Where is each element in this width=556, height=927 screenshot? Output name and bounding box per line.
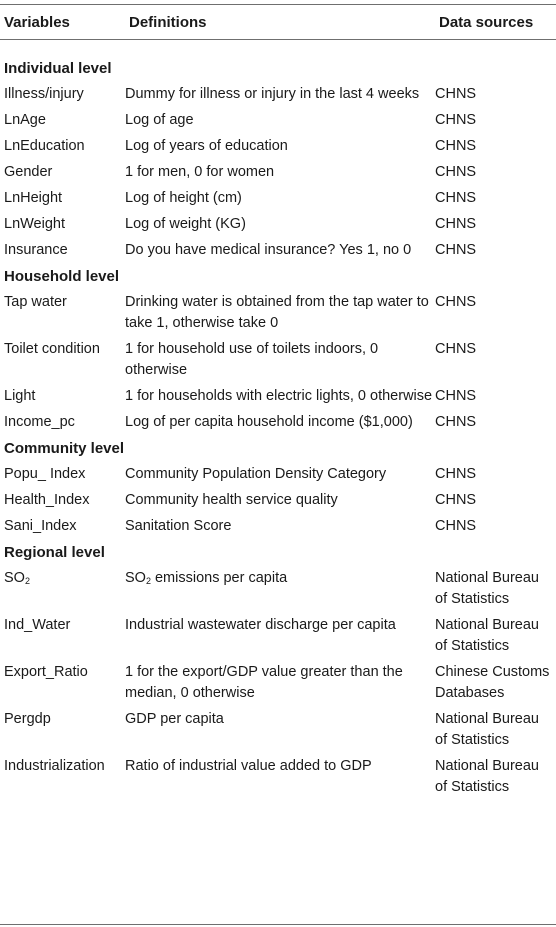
table-row	[0, 516, 556, 542]
table-row	[0, 709, 556, 756]
header-rule	[0, 39, 556, 40]
definition-cell: Log of age	[125, 112, 194, 128]
variable-cell: Pergdp	[4, 711, 51, 727]
definition-text: SO	[125, 570, 146, 586]
table-row	[0, 490, 556, 516]
variable-cell: LnHeight	[4, 190, 63, 206]
definition-cell: Ratio of industrial value added to GDP	[125, 758, 372, 774]
definition-cell: 1 for household use of toilets indoors, 0 otherwise	[125, 341, 379, 378]
table-body	[0, 58, 556, 803]
table-row	[0, 339, 556, 386]
definition-cell: 1 for the export/GDP value greater than the median, 0 otherwise	[125, 664, 403, 701]
definition-cell: Dummy for illness or injury in the last 4 weeks	[125, 86, 420, 102]
definition-cell: Do you have medical insurance? Yes 1, no 0	[125, 242, 412, 258]
variable-cell: Insurance	[4, 242, 68, 258]
header-variables: Variables	[4, 14, 70, 31]
definition-cell: Sanitation Score	[125, 518, 232, 534]
source-cell: Chinese Customs Databases	[435, 664, 550, 701]
source-cell: CHNS	[435, 414, 477, 430]
header-data-sources: Data sources	[439, 14, 534, 31]
variable-cell: Gender	[4, 164, 53, 180]
section-heading: Community level	[4, 440, 125, 457]
variable-cell: LnWeight	[4, 216, 65, 232]
section-heading: Regional level	[4, 544, 105, 561]
variable-cell: Tap water	[4, 294, 67, 310]
table-row	[0, 464, 556, 490]
table-row	[0, 412, 556, 438]
source-cell: CHNS	[435, 492, 477, 508]
table-bottom-rule	[0, 924, 556, 925]
source-cell: CHNS	[435, 242, 477, 258]
definition-cell: Log of weight (KG)	[125, 216, 246, 232]
definition-cell: 1 for men, 0 for women	[125, 164, 275, 180]
source-cell: CHNS	[435, 466, 477, 482]
subscript: 2	[145, 576, 151, 586]
source-cell: CHNS	[435, 190, 477, 206]
source-cell: CHNS	[435, 112, 477, 128]
source-cell: CHNS	[435, 518, 477, 534]
variable-cell: Export_Ratio	[4, 664, 88, 680]
section-heading: Individual level	[4, 60, 112, 77]
definition-cell: GDP per capita	[125, 711, 224, 727]
source-cell: National Bureau of Statistics	[435, 617, 539, 654]
table-top-rule	[0, 4, 556, 5]
definition-text: emissions per capita	[150, 570, 288, 586]
source-cell: CHNS	[435, 164, 477, 180]
header-definitions: Definitions	[129, 14, 207, 31]
subscript: 2	[24, 576, 30, 586]
table-row	[0, 188, 556, 214]
definition-cell: Log of height (cm)	[125, 190, 242, 206]
definition-cell	[125, 568, 435, 589]
definition-cell: Industrial wastewater discharge per capita	[125, 617, 396, 633]
variable-cell: Illness/injury	[4, 86, 84, 102]
variable-cell: LnAge	[4, 112, 46, 128]
variable-text: SO	[4, 570, 25, 586]
source-cell: CHNS	[435, 86, 477, 102]
definition-cell: Log of years of education	[125, 138, 288, 154]
section-heading: Household level	[4, 268, 120, 285]
table-row	[0, 162, 556, 188]
variable-cell: Light	[4, 388, 36, 404]
definition-cell: 1 for households with electric lights, 0 otherwise	[125, 388, 433, 404]
variable-cell: Income_pc	[4, 414, 75, 430]
source-cell: CHNS	[435, 388, 477, 404]
definition-cell: Log of per capita household income ($1,000)	[125, 414, 413, 430]
variable-cell: Toilet condition	[4, 341, 100, 357]
table-row	[0, 136, 556, 162]
table-row	[0, 615, 556, 662]
table-row	[0, 662, 556, 709]
variable-cell: Ind_Water	[4, 617, 71, 633]
table-row	[0, 110, 556, 136]
variable-cell: LnEducation	[4, 138, 85, 154]
variable-cell: Industrialization	[4, 758, 105, 774]
table-row	[0, 240, 556, 266]
source-cell: National Bureau of Statistics	[435, 711, 539, 748]
source-cell: CHNS	[435, 294, 477, 310]
variable-cell: Sani_Index	[4, 518, 77, 534]
variable-cell: Health_Index	[4, 492, 90, 508]
source-cell: National Bureau of Statistics	[435, 758, 539, 795]
table-row	[0, 214, 556, 240]
table-row	[0, 292, 556, 339]
source-cell: CHNS	[435, 216, 477, 232]
table-row	[0, 756, 556, 803]
table-row	[0, 84, 556, 110]
source-cell: CHNS	[435, 138, 477, 154]
variable-cell: Popu_ Index	[4, 466, 86, 482]
definition-cell: Community Population Density Category	[125, 466, 387, 482]
table-row	[0, 568, 556, 615]
source-cell: CHNS	[435, 341, 477, 357]
variable-cell	[0, 568, 125, 589]
definition-cell: Community health service quality	[125, 492, 338, 508]
source-cell: National Bureau of Statistics	[435, 570, 539, 607]
table-row	[0, 386, 556, 412]
definition-cell: Drinking water is obtained from the tap water to take 1, otherwise take 0	[125, 294, 429, 331]
